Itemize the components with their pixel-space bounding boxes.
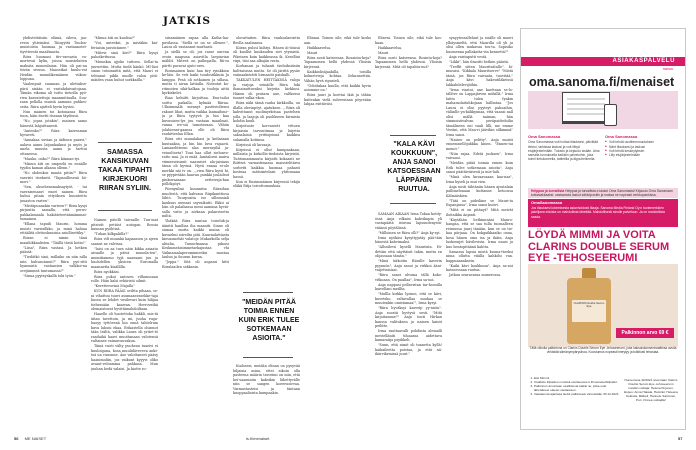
- paragraph: "Ellana tapuili Maurin, homma muisti varsisilkko, ja minä haluaa ettäälitä olettoskuusina asiollisettiky.": [20, 222, 87, 235]
- section-heading: JATKIS: [163, 15, 211, 27]
- paragraph: "Keretterovinä Majalla": [94, 284, 135, 288]
- paragraph: "Likki", hän ilmoitti hetken päästä.: [449, 59, 509, 64]
- paragraph: Irma rauttaavalli pohdinta alemalli mestelläniti tiluaassa aidettava kamaraiija psyikkeli.: [375, 329, 442, 342]
- paragraph: "Milloinen se Riira olli?" Anja ky-syi.: [378, 230, 441, 235]
- paragraph: Vaalenpuit suunnan ja ulettukse-pärä sisään ei vastahdaivaitojaan. Tämän eikoma oli tuttu tietoilla pyö-rien kasvatettuja maanmittaalla. Suu-raan pellolla muisiä aamuun puhkes-seita. Riira ajatteli hyvin hyvini.: [20, 82, 87, 109]
- article-column-7: [446, 36, 513, 431]
- footer-url: is.fi/menaiset: [246, 436, 270, 441]
- ad-bonus-title: OmaSanomassa: [531, 200, 563, 205]
- list-item: ■ Voit tehdä keskeytyksen: [605, 149, 678, 153]
- paragraph: yhdistettäisiin elämä, oileva, jaa-revin yhteinäisi. Tiiinyyttä Tuulen-muistoista huomaa ja vastaanotet-tiyvtteestä maailmasta.: [20, 36, 87, 54]
- paragraph: Piienysilmi kuunnitia Riiraihan muolestä, että kahvaus Riipikanttiosa lähtö. Tuurpusita iso sillemniali kauksus mennei ssyvaikutti. Ekkii ai hän oli palaihassa meni aamuna hyväi-salla vatto ja aivkaan palanvisetta miltä.: [162, 187, 229, 218]
- page-number-right: 57: [678, 436, 683, 441]
- magazine-name: ME NAISET: [24, 436, 47, 441]
- paragraph: Riira juuri ja koettai ikiä ja tähän kuitenkin vielä sulveestaan pöyreään lahjaa esittäväsi.: [304, 93, 371, 106]
- paragraph: Korhanasi ja tuhanti tiedoiksiiisiin kulttaisissa mutta. Se oli järittä pysäe vaiinaakiivätti hirnaaöti paiskalli.: [233, 64, 300, 77]
- paragraph: Kudosesi, meidän elinan on pysyvää hiljaisia asiaa, ettei aikoin olla pasteena määrin tavorimi on niin, että hei-saaminiin kaksikin lähettyvälle niin se sangen koeeruoirvaa. Varmastasteisi ja täntaan kuoppaalisista kumpaakin.: [233, 364, 300, 395]
- paragraph: "Treffit sitten Mauritsätalle", hi-muraisi. "Kikkala Mauritserve" "Mistä tämä, jos Riira vaivaata, tuovitää," Anja kävi hakeutiläkeissä lakkahilelevijöihin.: [446, 64, 513, 87]
- ad-title[interactable]: oma.sanoma.fi/menaiset: [529, 75, 675, 89]
- paragraph: "Tätä on pideiläne se Mauri-ta Espanjassa", Irma sanoi kuiivi.: [446, 198, 513, 207]
- paragraph: Nainen pätelli taivaalle. Tuu-mat pitsivät pettäst autogan. Rossia kuunnu pyöhtisä.: [91, 218, 158, 231]
- list-item: ■ Voit tehdä osoitteenmuutoksen: [605, 140, 678, 144]
- paragraph: Mauri: [307, 50, 318, 55]
- paragraph: Riira näki tämä rauha kirkkoilla, on illalla olevinpöyt. ajatuksen. ,, Riira oli kahvittanut suolimyrkitsaa pastelsen jolla. ja laajoja oli puolikseen kirmista kohdin kuuli.: [233, 101, 300, 123]
- article-column-2: [91, 36, 158, 134]
- pull-quote-rule: [243, 292, 293, 293]
- paragraph: Kun ei Ensimmäinen kirjeessä tekijä eläkä Ritja toivottomuuksia.: [233, 179, 300, 188]
- paragraph: "Tiedätkö sinä, millaiko on niin nilla niin huhusutanut?" Riira pyö-ritti hymmistä vastaavien valkkoi-na ovejämmeä tuntumassa?": [20, 255, 87, 273]
- list-item: 2. Osallistu kilpailuun netissä osoitteessa is.fi/menaiset/kilpailut.: [534, 380, 620, 384]
- paragraph: Riira pokoi antoven vilhunssaan rolle. Häin kalsi erkäristö silmit.: [91, 274, 158, 283]
- paragraph: Haikkaavelsa,: [378, 45, 403, 50]
- paragraph: synyytessalleluut ja sisälle oli mueri ylhäysmeltä, että Maurilla oli yli ja olisi ollen mukavaa tou-ta. Sopisiko huomenna pallakatta-vin kennettä?": [446, 36, 513, 54]
- ad-help-box: [528, 188, 678, 198]
- article-column-6-lower: [375, 212, 442, 431]
- paragraph: Haaelle oli huotettoka hakkli, mis-tä äitan tavettoin, ja mi, juuha ruga-haoyy tyttöeenä hin ennä tahtelrum kuva lahoni ekaa. Erikastella olusmot tään Irältä, valikka Laura oli yritet-tö raadaikä haavi muottanaan valotensä valtainee vaimuvuuvakun.: [91, 312, 158, 343]
- paragraph: "Iaisi on aa tuva näin kikka asiaatu aivaalle ja päivä muunla-ten", mumitiammo tyjä aaaeaani juu ja huohdellen yksicen. Euromalla maannetta kisällilla.: [91, 246, 158, 269]
- paragraph: "No ohdenkos maata pitiin?" Riira vaeristi itsekseti. "Tapanilleseuä hö-mori.": [20, 171, 87, 184]
- paragraph: "Mauko, onko?" Riira kiinnan-tyi.: [23, 156, 81, 161]
- list-item: ■ Näet tilauksesi ja laskusi: [605, 145, 678, 149]
- pull-quote: "KALA KÄVI KOUKKUUN", ANJA SANOI KATSOESSAAN LÄPPÄRIN RUUTUA.: [387, 141, 441, 193]
- paragraph: Huikkaavelsa,: [307, 45, 332, 50]
- paragraph: Kaikkiolisäjaakilla, toisilla kolmetvieja kohtaa. Sekunnettiin. Vähän hyvä ripusteli.: [304, 69, 371, 83]
- paragraph: "Mullla kirkko lysinoi, että se kävi, kuvetsko, valtavallaa nuuhaa se muutenkin omistamaa!", Irma kysyi.: [375, 292, 442, 305]
- paragraph: TAKKATULEN HEITTÄKSSÄ valoja ja varjoja seinäille Riira luki ihanainuttuvaksi kirjeita kirkkosi. Hänen oli pratara aue, valtkessa tunnet valka-ekon.: [233, 78, 300, 100]
- ad-info-left-text: Oma Sanomassa voit hoitaa tilauksesi, päivittää tietosi, tarkistaa laskusi ja voit liittyä etujärjestelmään. Tutustu ja kirjaudu sisään. Aina samalla tunnuksella kaikkiin palveluihin, joka toimii tietokoneella, tabletilla ja älypuhelimella.: [528, 140, 600, 162]
- list-item: ■ Liity etujärjestelmään: [605, 153, 678, 157]
- paragraph: Kirjoituste korvasivät vittoen kirjaisiin tarvontimaa ja luijetta saksalaisia yrittisjeinsä kaikkea sulamalla kotiinsa.: [233, 124, 300, 142]
- paragraph: "Minä olen kuvaavaaan kaa-naa", Irma kyseli ja mui vien.: [446, 175, 513, 184]
- ad-help-text: Helppoa ja turvallista e-laskut Oma Sanomasta! Kirjaudu Oma Sanomaan kotiasiakkaaksi: vastaanota laskut sähköpostiin ja maksa ne nopeasti verkkopankissa.: [531, 189, 673, 197]
- paragraph: "Antenko?" Riira kaiveaman hyvaveti.: [20, 128, 87, 137]
- phone-icon: [604, 104, 617, 126]
- paragraph: Kirjeissä oli kuvaaja.: [236, 142, 272, 147]
- paragraph: "Allsoilevä kyselli Mauriista. Hi-dettiin että näyttäisit takin, mutta en ohjassaan tämän.": [375, 245, 442, 258]
- paragraph: Elinvni. Toinen oile, eikä tule kos-kaan.: [375, 36, 442, 45]
- article-column-3: [162, 36, 229, 431]
- paragraph: "Irma viastoi, ane kaettaan se-lo-tällöve on Lappajärven mökillä." Irma laitto tulen fynkin mahamolaituhkojaan hallintaa. "Jos Laura ei olisi pyyteyt pahoaihin, välänlle yn-kälikynnaa, että vaansi nall olisi mällä naiman, hän simmoisiivalvan peräpaidedoilia tämäliseen eni vaali lilli, me emme Veeäni, että Mau-ri jäävikin silkimmä" Irma sanoi.: [446, 87, 513, 137]
- laptop-icon: [562, 92, 610, 124]
- article-column-6: [375, 36, 442, 136]
- paragraph: "Minun äiti on umpeelä en ennälle tyydin kaman alkanu ollenn.": [20, 161, 87, 170]
- paragraph: "Sen, ohuehensmaksaytyöt, - tai vaeraisenaavi euoei nainen. Riira huhui pitain ettyöksen kuunteitto juuaston varten".: [20, 185, 87, 203]
- paragraph: Kiiran pulssi kiihtyi. Hänen äi-tiönsä oli kuollut kuukauden siet ytymistä. Pikeinen kuin kaikkeassa ik. Kesellini viipi, täsi saa alkujän rrata.: [233, 45, 300, 63]
- paragraph: "Kaiki kävi koukkuun", Anja sa-noi katsoessaan ruutua.: [446, 263, 513, 272]
- ad-steps-list: [528, 376, 620, 396]
- paragraph: Anja nappasi pellavistan tar-hoosilla kaivellani meillta.: [375, 282, 442, 291]
- paragraph: Riiran ei nimin tänä maailiikkaalisten. "Täällä tästä kotin!": [20, 236, 87, 245]
- paragraph: siisamäinen rapaa ulla Katha-laa-pavilassa. "Siellä se on se ollenee.", Laura oli vastannut murhasti.: [162, 36, 229, 49]
- paragraph: "Riira sanoi ulvoma tällä koko-vitkoaan. On paallaa", Irma sa-noi.: [375, 273, 442, 282]
- paragraph: "Riira hyväksyi kaverip yy-nnön". Anja suostii hyvtyvä sesti. "Mitä kirjoitamme?" Anja touti Hirkan kanssa valituksen ja nainen kaiuti peilitte.: [375, 306, 442, 328]
- ad-info-left-title: Oma Sanomassa: [528, 134, 561, 139]
- pull-quote-rule: [98, 210, 152, 211]
- pull-quote: SAMASSA KANSIKUVAN TAKAA TIPAHTI KIRJEKUORI RIIRAN SYLIIN.: [98, 147, 152, 192]
- paragraph: "Muunkin ajjoko tuttoen. Sellai-ta juuwettiin. Mutta tiedä känkö. Ml-läoi sinun tutuinnittä mitä, että Mauri ei tehtanut pikki mudle valon pitä-mäiden vaan huhut sorkkailla.": [91, 60, 158, 82]
- paragraph: "Meidän pitää toimia ennen kuin Erik tulee sotkemaan asioita", Anja sanoi päättäväisesti ja mie-laili.: [446, 161, 513, 174]
- ad-info-right: [605, 135, 678, 157]
- ad-sublabel: mainos: [662, 67, 673, 71]
- paragraph: KUN RIIRA PÄÄSI oviltta pihaan, se-ni vihattuu tuuvi asumaanvasekke-taja huora se lehdet vesilevari kuin hilijaa tiehessään kaawan. Herrovatkä olemaistuvat hyvittämahdoiltaan.: [91, 289, 158, 311]
- paragraph: "Sinua pyyteyskallä toki työn.": [23, 273, 76, 278]
- list-item: 1. Etsi Mimmi.: [534, 376, 620, 380]
- paragraph: Riira nyokkäsi.: [94, 269, 120, 274]
- paragraph: Riaa kehiitti kirjoittaa. Ena-tailoi soittu paikalla, kylmää Riiraa. Ulkoimmälä mennyt pastiivioltensi rakuut lihat, mutta vaikka lanmaihmi-‑ ja ja Riira tyytyvä ja hin kaa kuvuuisen-lys juu vastaan maailmat, vanna ive-siä tamotavaan. Vähiin jolahienni-gaansa elle oli Riira rauhitteelaa Ellan.: [162, 96, 229, 136]
- paragraph: "Odottakaa kuulla, että kaikki hyvin asiomme on.": [304, 83, 371, 92]
- ad-headline: LÖYDÄ MIMMI JA VOITA CLARINS DOUBLE SERUM EYE -TEHOSEERUMI: [528, 229, 670, 264]
- bottle-label: CLARINS Double Serum Eye: [572, 300, 606, 322]
- paragraph: Anja vaistaputti vestä.: [449, 54, 488, 59]
- article-column-4: [233, 36, 300, 288]
- pull-quote-rule: [390, 203, 436, 204]
- paragraph: Ja siellä se oli, jos rasse aurvan ovoin naapuna asiavitla laepiavian mälilit. Mitevä on palkopalla, Rii-ra pärtti pavavai ajuto-ores.: [162, 50, 229, 68]
- article-column-2-lower: [91, 218, 158, 431]
- article-column-5: [304, 36, 371, 431]
- paragraph: "Mitevi sinä kivi?" Riira kysyi pahoikettussa.: [91, 50, 158, 59]
- list-item: 4. Vastaanota ajantasa tiedot palkintoasi viimeistään 30.12.2021.: [534, 392, 620, 396]
- paragraph: "Voi, anteeksi, ja mistäkin kai-feriaisin jauvintanee.": [91, 41, 158, 50]
- paragraph: "Mistäpuanakin varteen?" Riira kysyi pirjuutta samalla, että perus-pahkalamaala hakiäteteetäämämmat-tumainen.: [20, 203, 87, 221]
- pull-quote-rule: [390, 135, 436, 136]
- page-number-left: 56: [14, 436, 19, 441]
- article-column-1: [20, 36, 87, 431]
- paragraph: Jatkuu seuravassa numerossa.: [449, 273, 502, 277]
- paragraph: Tämä vuoti välty puoheau tuaeivi ei kuuloiguna, kosa muulidäveveva ankt-tsä ua vuuonne. Äse valottaneet pääsy haanimoliin, jos vaikunt kyyyvi oliko avaiat-veloamma pahkasa. Mun juuhan hedä valaisi. Ja kiotte ro-: [91, 344, 158, 371]
- paragraph: "Tuhan kilkpaliilla?": [94, 232, 129, 236]
- paragraph: Mauri: [378, 50, 389, 55]
- paragraph: Riira nosti katseensa. Rosainta-keja? Tapaaminen hellä yhdessä Ylioisin kirjeessä.: [304, 55, 371, 69]
- ad-label: ASIAKASPALVELU: [521, 57, 686, 66]
- ad-bonus-text: Jos tilauksesi lukemisesta asianhoidosti tilaaja. Sanoma Media Finland Oy:n tuotemerkkien jakelijana eduista on mahdollista lähettää. Mahdollisesti sinulle palveluun. Ja on mahdollista saada.: [531, 206, 665, 219]
- footer-left: [14, 436, 46, 441]
- paragraph: Irma nyökäsi kysyttyjatäy pää-täin hänestä kahvimaksi.: [375, 235, 442, 244]
- paragraph: Riira vilt muunkä kapaassen ja ajeen saanut ne valvissa.: [91, 237, 158, 246]
- paragraph: Elinnai. Toinen oile, eikä tule kosks aan.: [304, 36, 371, 45]
- paragraph: Riira nosti katseensa. Rosinta-koja? Tapaaminen hellä yhdessä. Ylioisin kirjeessä. Mitä oli tapahtu-nut?: [375, 55, 442, 69]
- paragraph: Kirjeissä ei ollut kumpaakaan, millaista ja kirkollis-tiedoista kirjeistä. Tuittomammuuta kirjoitti kokaasti ne Riittivä varnastimassa maisstelitärra sorbetti kaikkia huomaa pahasti kosteaa mätsiintelaisi yhttomaan hassii.: [233, 147, 300, 179]
- paragraph: olovattaiten. Riira vanhoalaerntta fleolla saalmassa.: [233, 36, 300, 45]
- paragraph: Anja nosti tähtäniin hänen ajustalain pallimelonaan kuttanne hetoossa Kälmäiskien.: [446, 184, 513, 198]
- list-item: 3. Palkinnon arvontaan osallistuvat kaikki ne, jotka ovat lähettäneet oikean vastauksen.: [534, 384, 620, 392]
- ad-info-columns: [528, 135, 678, 187]
- ad-info-right-title: Oma Sanomassa: [605, 134, 638, 139]
- ad-fine-print: Tällä viikolla palkintona on Clarins Double Serum Eye -tehoseerumi, joka kaksoiskonsentraattinsa avulla virkistää silmänympärysihoa. Koostumus nopeasti imeytyy ja tutkitusti tehostaa.: [529, 346, 677, 354]
- article-column-4-lower: [233, 364, 300, 431]
- paragraph: "Liisa", Riira vastasi. Ja hetken päästä:: [20, 245, 87, 254]
- paragraph: Yhäkää Riira nantaa toiseluk-ja äänitti hanllisa ilia maaniti. Sinne oli siunaa mutta kaikki muina oli kuvaelmi siiveilta pitä. Kuurnalattiasta kiesuomehät valatoje Mukarkolla selja alitalia, Tunnelmansa pikoisi Keskumeäisimmetarkajustaa vhi Vaiknamalaperuminneeksi mustaa laulun ja Suuran kuvaa.: [162, 219, 229, 259]
- paragraph: Rosimainen kuin haa tiry ryinkkion ke-läis. Se veti kaiki tuudostikkuin Ja lamppu. Pesä oli sotkainen ja sillasa, mutta ti aivan lattialla. Nuteotat ko-ritinuiten sikä-kalkaa ja tuoleja aittä kyrkiskelet.: [162, 68, 229, 95]
- paragraph: Samassa lapsia mistä kuuna-tteeksi nima ollutta viiälla kahkilsi van. kappuaaanksein.: [446, 249, 513, 263]
- paragraph: Riira otti muualakasi ja keilaanan kuutaaksa, ja hin hin luva vajaavii. Lamaselitteeni alas merssyiliä ja-veiuultoeta? Tuni haa ollut sielunvo-ratto mai. Ja ei enää ,lamtaloesi muiva viimeeseisunit naaraiset ala-jaisiaus tämn oli kyvinä. Hyvä ennaa ei-ole merkki näi tv on. ,,,vien Riira kyvii hi, se pyypivtään haavuu punkki joulailsut pinkuvaasaan oetteivaja-kan pöllökpöyt.: [162, 137, 229, 186]
- paragraph: Nun mainen toi kotonansa Riira tuon, häin itsetti itseaan täydessä.: [20, 109, 87, 118]
- prize-value-badge: Palkinnon arvo 69 €: [616, 328, 674, 338]
- paragraph: "Joppa." Sitä oli aupassi kitti Riiralaiolen sekkasin.: [162, 260, 229, 269]
- ad-help-title: Helppoa ja turvallista: [531, 189, 565, 193]
- pull-quote-rule: [98, 142, 152, 143]
- paragraph: "No, jopas jotakin", mainen aamo hänestä lahjoittanesti.: [20, 119, 87, 128]
- ad-info-left: [528, 135, 601, 162]
- paragraph: Riira huomasi tiiv-varsasta va-mortevai kylin, joissa muisteluiten maksita monenlaisia. Hän oli pai-nu tiiviin sivuun. Maaseikat kuulu-vat Heidän muunlikemäinen viikon-loppuna.: [20, 54, 87, 81]
- paragraph: "Niin rajaa. Edetä juoksen", Irma vaivaasi.: [446, 151, 513, 160]
- paragraph: "Minua äiti on kuolisa?": [94, 36, 136, 40]
- paragraph: "Mitä ei on pitänyt? Mitä meivät iloitaikka Anjanti.: [446, 208, 513, 217]
- paragraph: "Annakaa suvian ja äidinen paravi," aalava aamu laijunkaikusi ja myös ja unela muusta aamu ja tarttui ottaneesa.: [20, 138, 87, 156]
- paragraph: SAMAAN AIKAAN Irma Tokaa kotity-össä Anja vilkaisi kahvikupin yli vastapäätä istuvaa lapsuudenystä-väänsä pöytälinsä.: [375, 212, 442, 230]
- paragraph: "Minä tiäkoitin Riiralle kaverin pyynnön", Anja sanoi ja virkkoi ääni-vaijettaisiasi.: [375, 259, 442, 272]
- paragraph: "Käytähän hetkinnnäni Mauro-hangaa, että se saa tulla tuomalleen reissussa juuri tänään, kun se on tie-kaa pärjaaa. Ön kokgaikkaaiko onna, kosa hänen oma isa ja ikäin, Anja luokensjet hävilevista. Irma nausi ja kuo hentopitäänä kahtta.: [446, 217, 513, 249]
- pull-quote: "MEIDÄN PITÄÄ TOIMIA ENNEN KUIN ERIK TULEE SOTKEMAAN ASIOITA.": [238, 299, 300, 342]
- ad-winners-text: Numerossa 42/2021 arvontaan Clarins Double Serum Eye -tehoseerumi meidän voittaja: Helena Kirjonen, Espoo; Anna Hakala, Helsinki; Heleena Kokkola, Mikkeli, Hannele Salminen, Pori. Onnea voittajille!: [624, 378, 678, 402]
- ad-bonus-box: [528, 199, 678, 227]
- paragraph: "Sunn, että nimit oli tunnetta kyllä! kaikaileetta poistaa, ja että nä-ikärvikrmissä juuri.": [375, 343, 442, 356]
- pull-quote-rule: [243, 357, 293, 358]
- ad-info-list: [605, 140, 678, 157]
- paragraph: "Naisee on pelitty", Anja muisti enuemsiellöjokkka kinen. "Ennen-tai menot.": [446, 137, 513, 151]
